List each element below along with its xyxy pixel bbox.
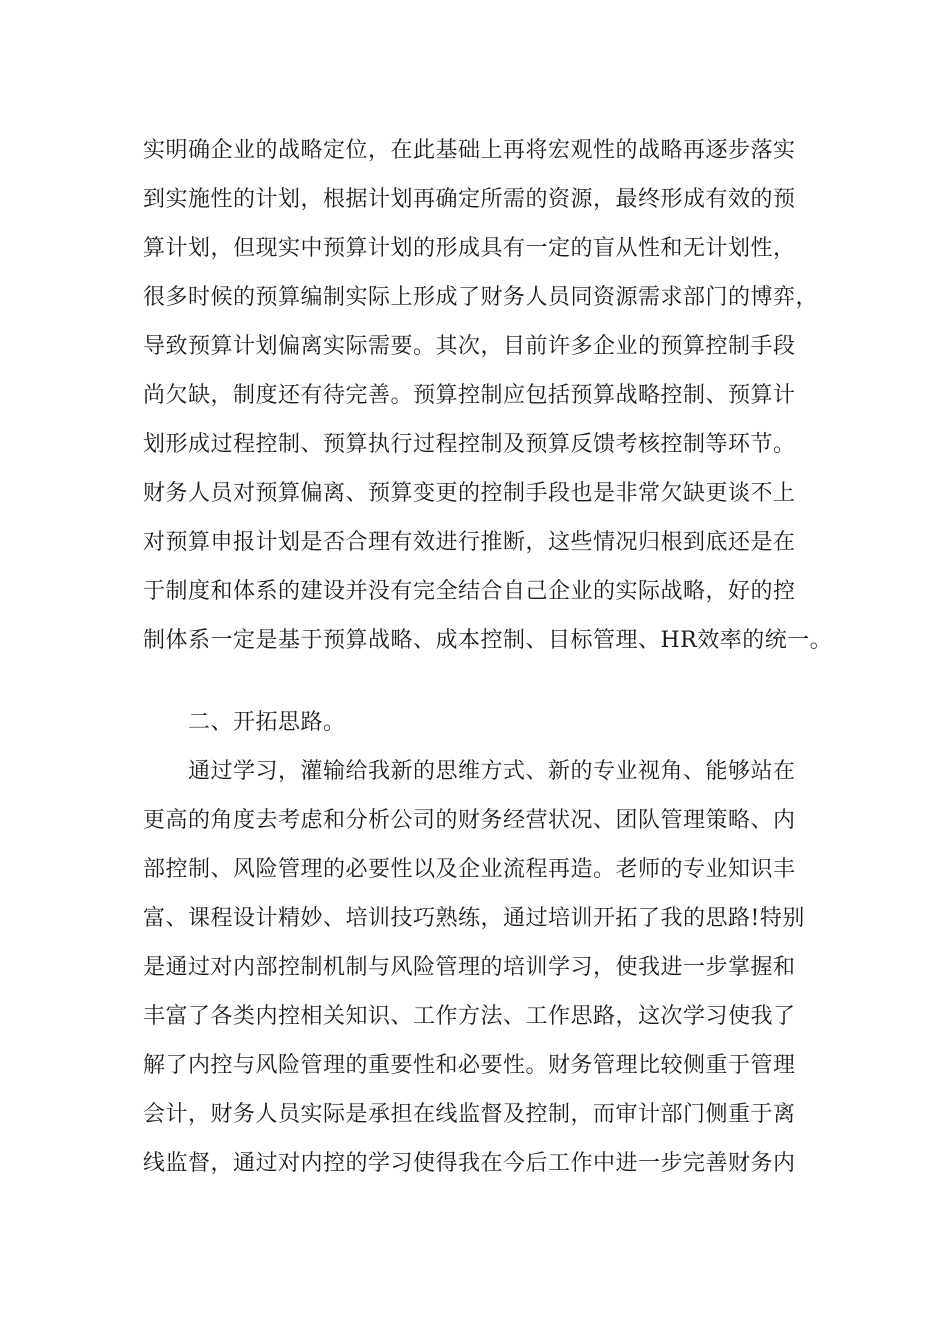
text-line: 划形成过程控制、预算执行过程控制及预算反馈考核控制等环节。 — [143, 432, 796, 457]
text-line: 很多时候的预算编制实际上形成了财务人员同资源需求部门的博弈， — [143, 285, 819, 310]
text-line: 富、课程设计精妙、培训技巧熟练，通过培训开拓了我的思路!特别 — [143, 906, 805, 931]
text-line: 算计划，但现实中预算计划的形成具有一定的盲从性和无计划性， — [143, 236, 796, 261]
text-line: 丰富了各类内控相关知识、工作方法、工作思路，这次学习使我了 — [143, 1004, 796, 1029]
section-heading: 二、开拓思路。 — [188, 710, 346, 735]
text-line: 到实施性的计划，根据计划再确定所需的资源，最终形成有效的预 — [143, 187, 796, 212]
text-line: 是通过对内部控制机制与风险管理的培训学习，使我进一步掌握和 — [143, 955, 796, 980]
text-line: 实明确企业的战略定位，在此基础上再将宏观性的战略再逐步落实 — [143, 138, 796, 163]
text-line: 尚欠缺，制度还有待完善。预算控制应包括预算战略控制、预算计 — [143, 383, 796, 408]
text-line: 部控制、风险管理的必要性以及企业流程再造。老师的专业知识丰 — [143, 857, 796, 882]
text-line: 制体系一定是基于预算战略、成本控制、目标管理、HR效率的统一。 — [143, 628, 833, 653]
text-line: 通过学习，灌输给我新的思维方式、新的专业视角、能够站在 — [188, 759, 796, 784]
text-line: 线监督，通过对内控的学习使得我在今后工作中进一步完善财务内 — [143, 1151, 796, 1176]
text-line: 解了内控与风险管理的重要性和必要性。财务管理比较侧重于管理 — [143, 1053, 796, 1078]
text-line: 对预算申报计划是否合理有效进行推断，这些情况归根到底还是在 — [143, 530, 796, 555]
text-line: 会计，财务人员实际是承担在线监督及控制，而审计部门侧重于离 — [143, 1102, 796, 1127]
text-line: 导致预算计划偏离实际需要。其次，目前许多企业的预算控制手段 — [143, 334, 796, 359]
text-line: 财务人员对预算偏离、预算变更的控制手段也是非常欠缺更谈不上 — [143, 481, 796, 506]
text-line: 于制度和体系的建设并没有完全结合自己企业的实际战略，好的控 — [143, 579, 796, 604]
text-line: 更高的角度去考虑和分析公司的财务经营状况、团队管理策略、内 — [143, 808, 796, 833]
